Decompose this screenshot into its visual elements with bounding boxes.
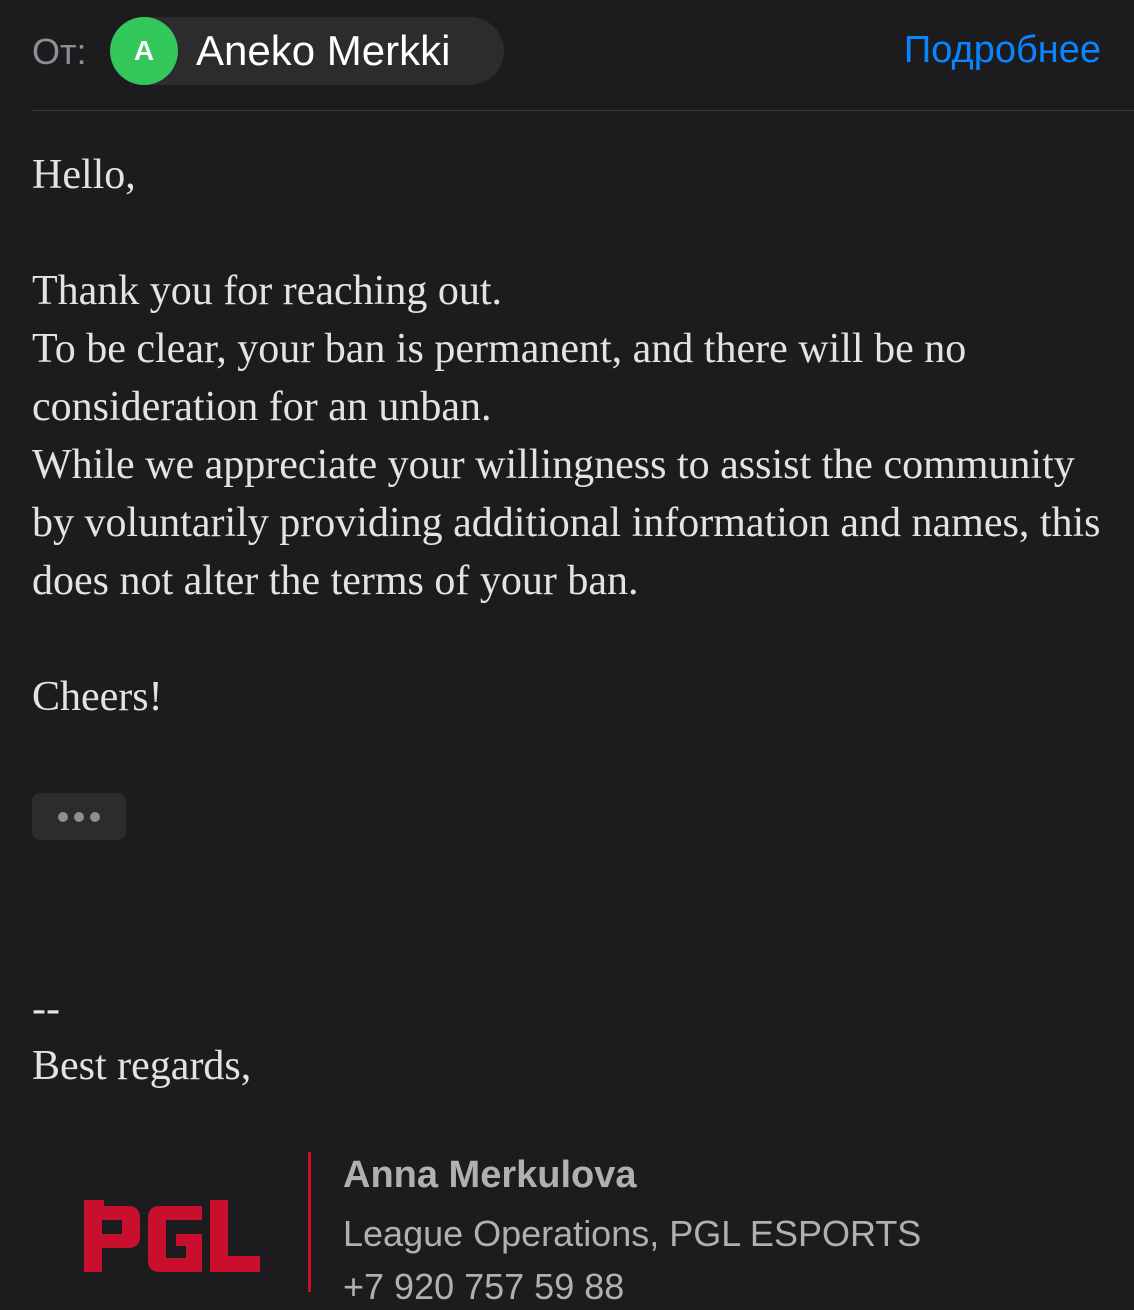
message-paragraph-3: While we appreciate your willingness to assist the community by voluntarily providing additional information and names, this does not alter the terms of your ban.: [32, 442, 1101, 604]
signature-name: Anna Merkulova: [343, 1154, 637, 1196]
signature-role: League Operations, PGL ESPORTS: [343, 1213, 922, 1254]
signature-phone[interactable]: +7 920 757 59 88: [343, 1266, 625, 1307]
signature-divider: [308, 1152, 311, 1292]
greeting-text: Hello,: [32, 152, 136, 198]
email-header: [0, 0, 1134, 110]
show-quoted-button[interactable]: [32, 793, 126, 840]
details-link[interactable]: Подробнее: [903, 29, 1101, 71]
ellipsis-icon: [58, 812, 100, 822]
signature-separator: --: [32, 986, 60, 1032]
closing-text: Cheers!: [32, 674, 163, 720]
pgl-logo: [84, 1200, 260, 1272]
header-divider: [32, 110, 1134, 111]
sender-name: Aneko Merkki: [196, 27, 451, 74]
message-paragraph-1: Thank you for reaching out.: [32, 268, 503, 314]
message-paragraph-2: To be clear, your ban is permanent, and there will be no consideration for an unban.: [32, 326, 967, 430]
from-label: От:: [32, 31, 87, 72]
sender-avatar: A: [110, 17, 178, 85]
regards-text: Best regards,: [32, 1043, 252, 1089]
sender-chip[interactable]: [110, 17, 504, 85]
